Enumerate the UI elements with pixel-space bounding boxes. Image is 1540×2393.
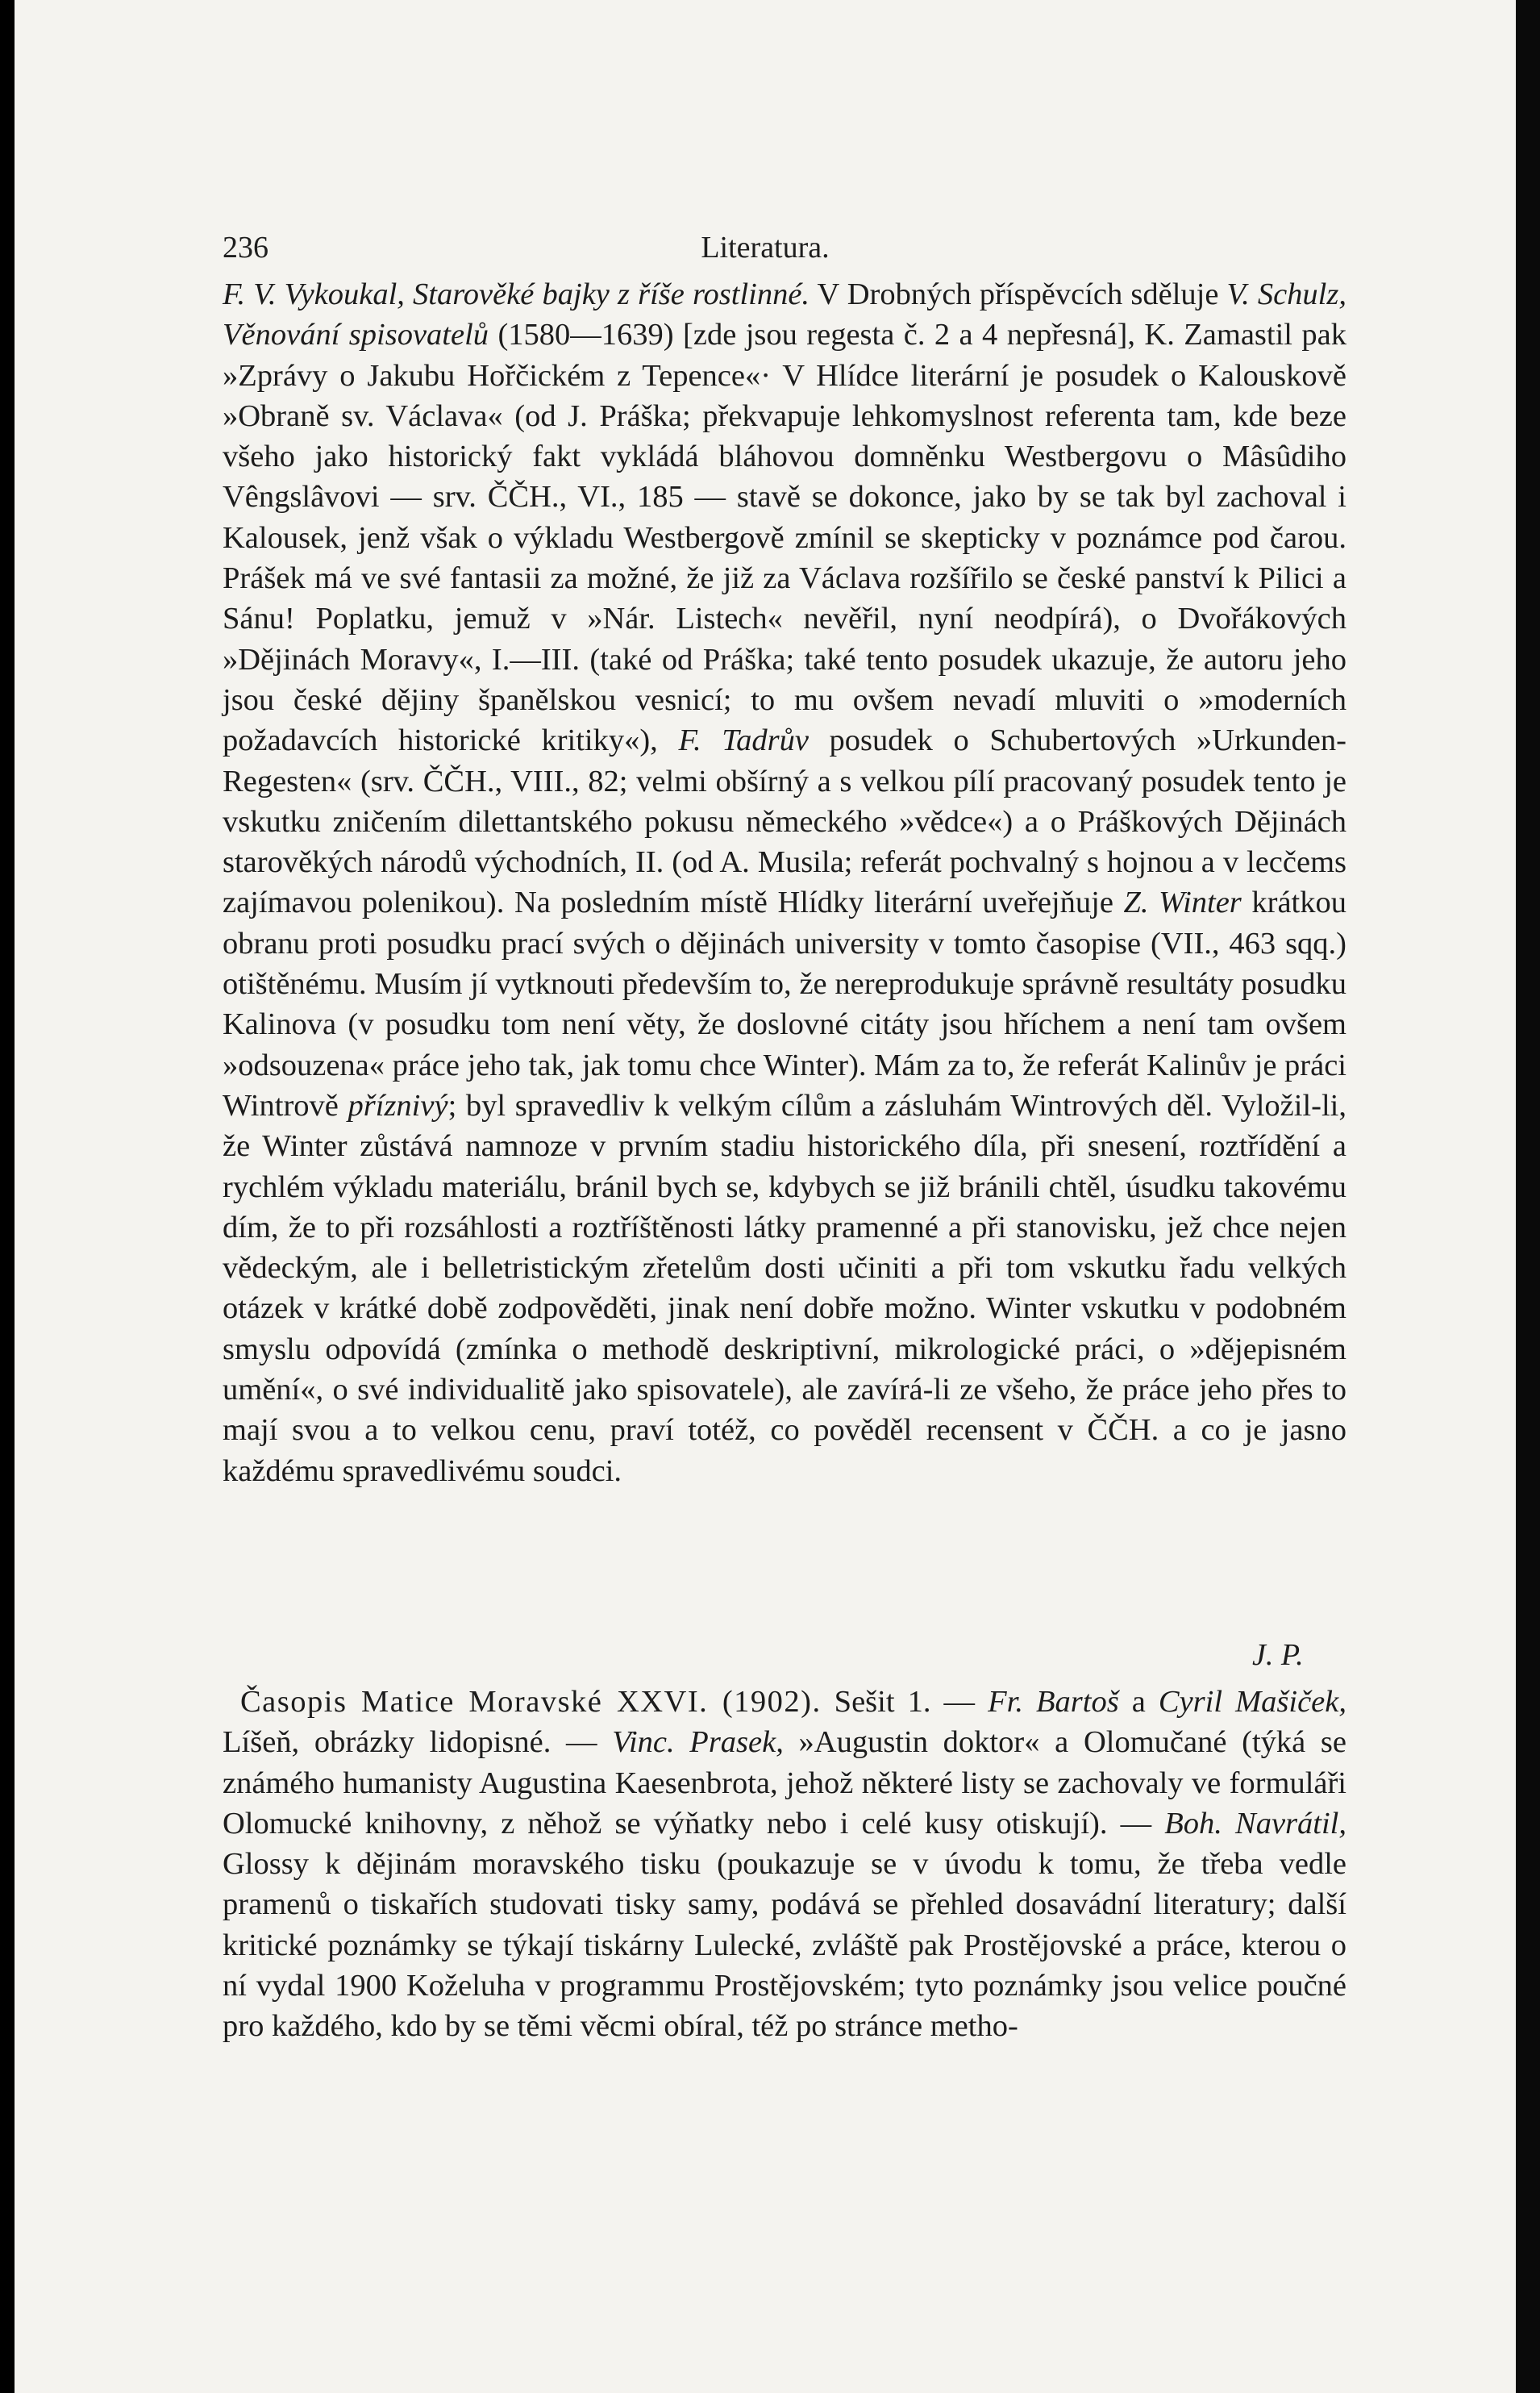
review-author-title: F. V. Vykoukal, Starověké bajky z říše rostlinné.: [223, 277, 810, 311]
review-text-5: ; byl spravedliv k velkým cílům a zásluhám Wintrových děl. Vyložil-li, že Winter zůstává namnoze v prvním stadiu historického díla, při snesení, roztřídění a rychlém výkladu materiálu, bránil bych se, kdybych se již bránili chtěl, úsudku takovému dím, že to při rozsáhlosti a roztříštěnosti látky pramenné a při stanovisku, jež chce nejen vědeckým, ale i belletristickým zřetelům dosti učiniti a při tom vskutku řadu velkých otázek v krátké době zodpověděti, jinak není dobře možno. Winter vskutku v podobném smyslu odpovídá (zmínka o methodě deskriptivní, mikrologické práci, o »dějepisném umění«, o své individualitě jako spisovatele), ale zavírá-li ze všeho, že práce jeho přes to mají svou a to velkou cenu, praví totéž, co pověděl recensent v ČČH. a co je jasno každému spravedlivému soudci.: [223, 1088, 1346, 1488]
scanned-page: [15, 0, 1516, 2393]
journal-title: Časopis Matice Moravské XXVI. (1902).: [240, 1685, 822, 1719]
page-number: 236: [223, 231, 268, 265]
running-title: Literatura.: [701, 231, 830, 265]
review-emphasis: příznivý: [348, 1088, 448, 1123]
journal-author-4: Boh. Navrátil,: [1164, 1806, 1346, 1841]
journal-text-4: »Augustin doktor« a Olomučané (týká se známého humanisty Augustina Kaesenbrota, jehož některé listy se zachovaly ve formuláři Olomucké knihovny, z něhož se výňatky nebo i celé kusy otiskují). —: [223, 1725, 1347, 1841]
journal-text-1: Sešit 1. —: [821, 1685, 989, 1719]
journal-text-5: Glossy k dějinám moravského tisku (poukazuje se v úvodu k tomu, že třeba vedle pramenů o tiskařích studovati tisky samy, podává se přehled dosavádní literatury; další kritické poznámky se týkají tiskárny Lulecké, zvláště pak Prostějovské a práce, kterou o ní vydal 1900 Koželuha v programmu Prostějovském; tyto poznámky jsou velice poučné pro každého, kdo by se těmi věcmi obíral, též po stránce metho-: [223, 1847, 1346, 2044]
review-signature: J. P.: [1252, 1638, 1304, 1672]
review-author-3: F. Tadrův: [678, 723, 809, 758]
journal-author-1: Fr. Bartoš: [988, 1685, 1119, 1719]
journal-author-2: Cyril Mašiček,: [1158, 1685, 1346, 1719]
review-paragraph: [223, 274, 1346, 1491]
review-author-4: Z. Winter: [1123, 886, 1242, 920]
review-text-4: krátkou obranu proti posudku prací svých o dějinách university v tomto časopise (VII., 463 sqq.) otištěnému. Musím jí vytknouti především to, že nereprodukuje správně resultáty posudku Kalinova (v posudku tom není věty, že doslovné citáty jsou hříchem a není tam ovšem »odsouzena« práce jeho tak, jak tomu chce Winter). Mám za to, že referát Kalinův je práci Wintrově: [223, 886, 1346, 1123]
journal-text-3: Líšeň, obrázky lidopisné. —: [223, 1725, 613, 1760]
review-text-3: posudek o Schubertových »Urkunden-Regesten« (srv. ČČH., VIII., 82; velmi obšírný a s velkou pílí pracovaný posudek tento je vskutku zničením dilettantského pokusu německého »vědce«) a o Práškových Dějinách starověkých národů východních, II. (od A. Musila; referát pochvalný s hojnou a v lecčems zajímavou polenikou). Na posledním místě Hlídky literární uveřejňuje: [223, 723, 1346, 920]
page-header: [15, 230, 1516, 270]
journal-paragraph: [223, 1682, 1346, 2047]
journal-author-3: Vinc. Prasek,: [612, 1725, 784, 1760]
scan-border: [1516, 0, 1540, 2393]
review-author-2: V. Schulz, Věnování spisovatelů: [223, 277, 1346, 352]
review-text-1: V Drobných příspěvcích sděluje: [810, 277, 1227, 311]
review-text-2: (1580—1639) [zde jsou regesta č. 2 a 4 nepřesná], K. Zamastil pak »Zprávy o Jakubu Hořčickém z Tepence«· V Hlídce literární je posudek o Kalouskově »Obraně sv. Václava« (od J. Práška; překvapuje lehkomyslnost referenta tam, kde beze všeho jako historický fakt vykládá bláhovou domněnku Westbergovu o Mâsûdiho Vêngslâvovi — srv. ČČH., VI., 185 — stavě se dokonce, jako by se tak byl zachoval i Kalousek, jenž však o výkladu Westbergově zmínil se skepticky v poznámce pod čarou. Prášek má ve své fantasii za možné, že již za Václava rozšířilo se české panství k Pilici a Sánu! Poplatku, jemuž v »Nár. Listech« nevěřil, nyní neodpírá), o Dvořákových »Dějinách Moravy«, I.—III. (také od Práška; také tento posudek ukazuje, že autoru jeho jsou české dějiny španělskou vesnicí; to mu ovšem nevadí mluviti o »moderních požadavcích historické kritiky«),: [223, 318, 1346, 758]
journal-text-2: a: [1118, 1685, 1159, 1719]
